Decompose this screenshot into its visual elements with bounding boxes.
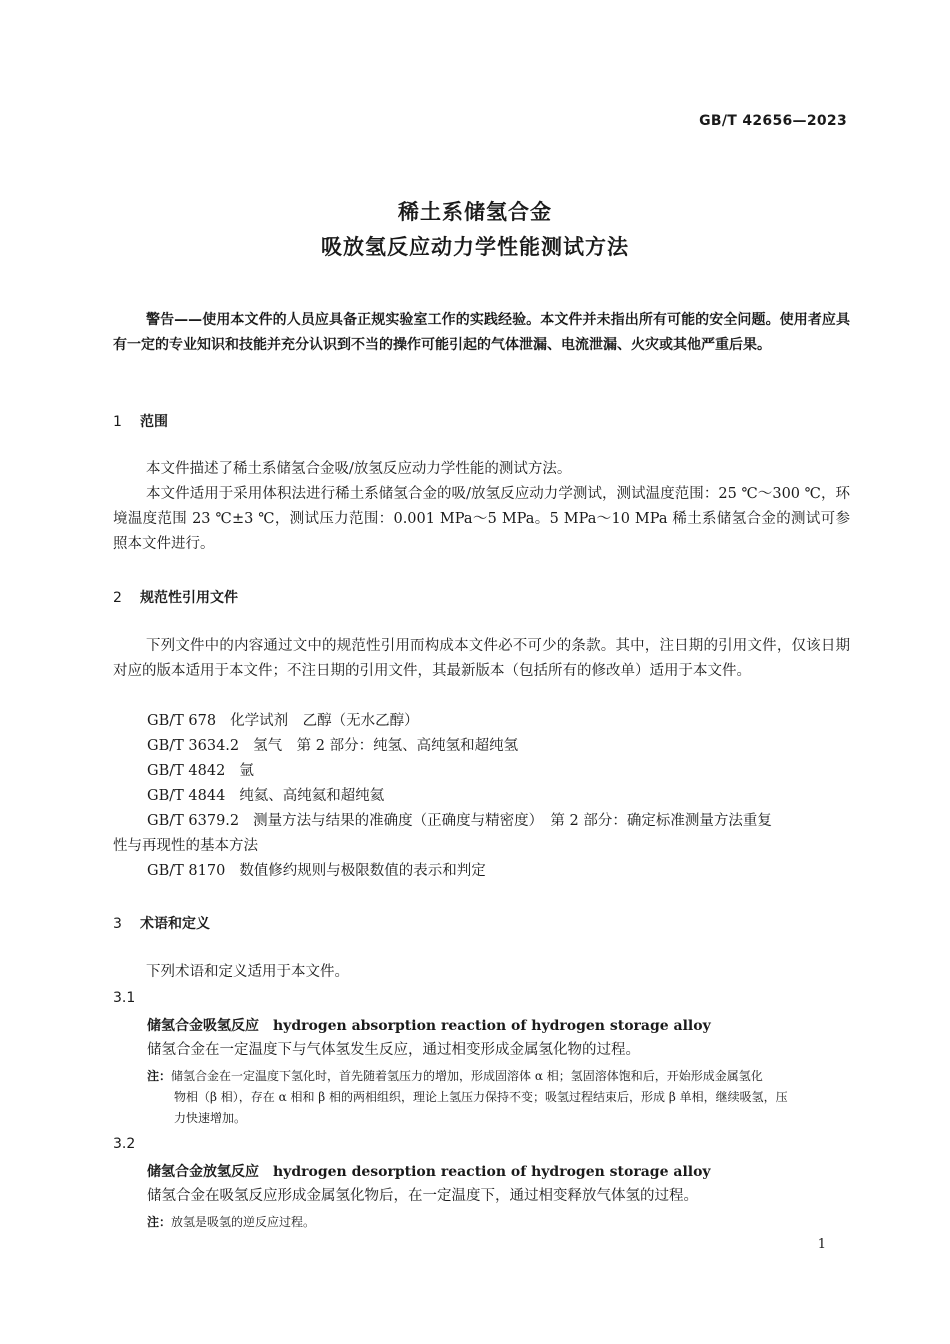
section-number: 2 (113, 590, 122, 606)
section-title: 规范性引用文件 (140, 590, 238, 606)
note-text: 力快速增加。 (174, 1111, 247, 1125)
section-3-heading (113, 913, 210, 933)
standard-number: GB/T 42656—2023 (699, 113, 847, 129)
scope-paragraph-2: 本文件适用于采用体积法进行稀土系储氢合金的吸/放氢反应动力学测试，测试温度范围：25 ℃～300 ℃，环境温度范围 23 ℃±3 ℃，测试压力范围：0.001 MPa～5 MPa。5 MPa～10 MPa 稀土系储氢合金的测试可参照本文件进行。 (113, 486, 850, 552)
reference-title: 氩 (239, 763, 254, 779)
reference-title: 测量方法与结果的准确度（正确度与精密度） 第 2 部分：确定标准测量方法重复 (253, 813, 772, 829)
reference-code: GB/T 3634.2 (147, 738, 240, 754)
reference-title: 化学试剂 乙醇（无水乙醇） (230, 713, 419, 729)
term-note (147, 1066, 850, 1129)
term-number: 3.1 (113, 990, 136, 1006)
reference-item (147, 784, 384, 809)
reference-code: GB/T 4844 (147, 788, 226, 804)
page-number: 1 (817, 1237, 826, 1252)
term-definition: 储氢合金在吸氢反应形成金属氢化物后，在一定温度下，通过相变释放气体氢的过程。 (147, 1188, 698, 1204)
reference-title: 氢气 第 2 部分：纯氢、高纯氢和超纯氢 (253, 738, 519, 754)
section-title: 范围 (140, 414, 168, 430)
note-text: 储氢合金在一定温度下氢化时，首先随着氢压力的增加，形成固溶体 α 相；氢固溶体饱和后，开始形成金属氢化 (171, 1069, 763, 1083)
note-text: 物相（β 相），存在 α 相和 β 相的两相组织，理论上氢压力保持不变；吸氢过程结束后，形成 β 单相，继续吸氢，压 (174, 1090, 788, 1104)
document-title-line2: 吸放氢反应动力学性能测试方法 (321, 235, 629, 259)
reference-item (147, 709, 419, 734)
note-text: 放氢是吸氢的逆反应过程。 (171, 1215, 316, 1229)
reference-item (147, 734, 518, 759)
term-definition: 储氢合金在一定温度下与气体氢发生反应，通过相变形成金属氢化物的过程。 (147, 1042, 640, 1058)
reference-code: GB/T 6379.2 (147, 813, 240, 829)
section-2-heading (113, 587, 238, 607)
section-number: 1 (113, 414, 122, 430)
reference-title: 数值修约规则与极限数值的表示和判定 (239, 863, 486, 879)
terms-intro: 下列术语和定义适用于本文件。 (146, 964, 349, 980)
reference-title-continuation: 性与再现性的基本方法 (113, 838, 258, 854)
term-note (147, 1212, 850, 1233)
note-label: 注： (147, 1069, 172, 1083)
reference-item (147, 859, 486, 884)
document-title-line1: 稀土系储氢合金 (398, 200, 552, 224)
term-heading (147, 1161, 711, 1181)
term-chinese: 储氢合金放氢反应 (147, 1164, 259, 1180)
section-number: 3 (113, 916, 122, 932)
reference-code: GB/T 8170 (147, 863, 226, 879)
term-english: hydrogen desorption reaction of hydrogen storage alloy (273, 1164, 711, 1180)
term-chinese: 储氢合金吸氢反应 (147, 1018, 259, 1034)
references-intro: 下列文件中的内容通过文中的规范性引用而构成本文件必不可少的条款。其中，注日期的引用文件，仅该日期对应的版本适用于本文件；不注日期的引用文件，其最新版本（包括所有的修改单）适用于本文件。 (113, 638, 850, 679)
note-label: 注： (147, 1215, 172, 1229)
reference-code: GB/T 4842 (147, 763, 226, 779)
term-heading (147, 1015, 711, 1035)
reference-title: 纯氦、高纯氦和超纯氦 (239, 788, 385, 804)
term-number: 3.2 (113, 1136, 136, 1152)
reference-item (147, 809, 772, 834)
scope-paragraph-1: 本文件描述了稀土系储氢合金吸/放氢反应动力学性能的测试方法。 (146, 461, 572, 477)
warning-paragraph: 警告——使用本文件的人员应具备正规实验室工作的实践经验。本文件并未指出所有可能的安全问题。使用者应具有一定的专业知识和技能并充分认识到不当的操作可能引起的气体泄漏、电流泄漏、火灾或其他严重后果。 (113, 312, 850, 353)
term-english: hydrogen absorption reaction of hydrogen storage alloy (273, 1018, 711, 1034)
reference-code: GB/T 678 (147, 713, 217, 729)
section-title: 术语和定义 (140, 916, 210, 932)
section-1-heading (113, 411, 168, 431)
reference-item (147, 759, 254, 784)
